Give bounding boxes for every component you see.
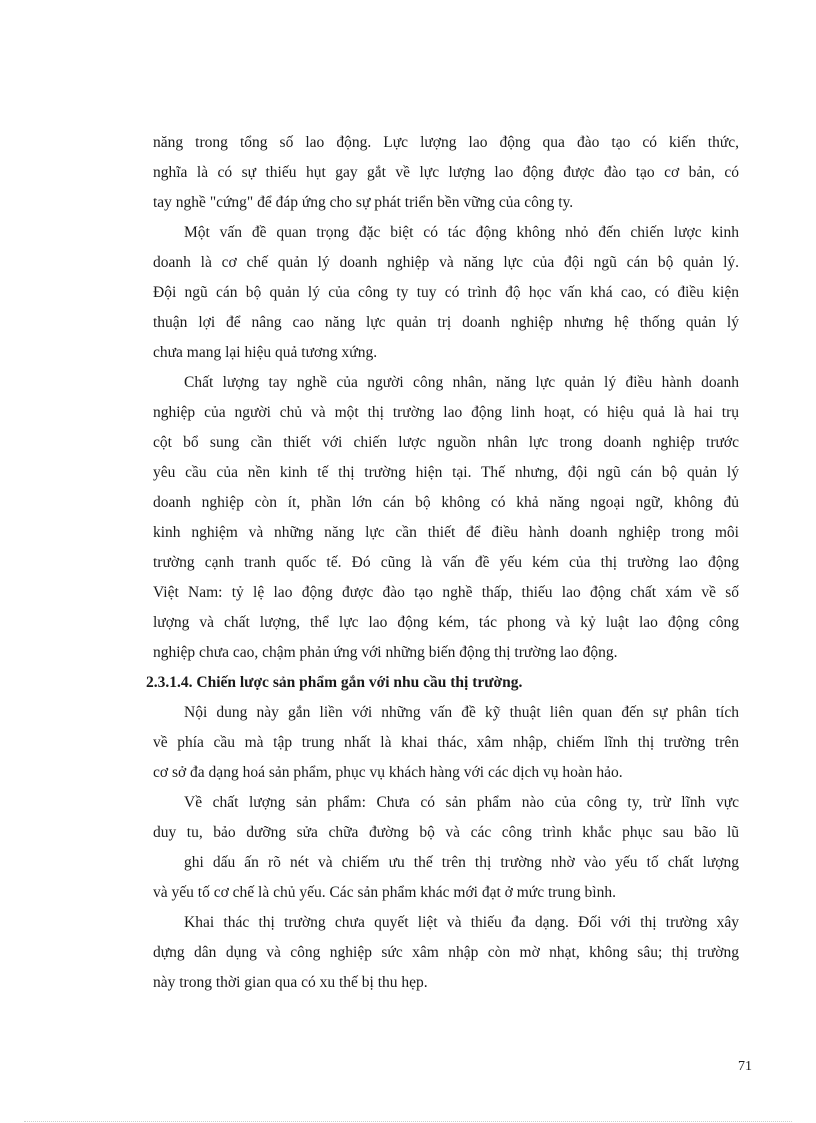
text-line: Việt Nam: tỷ lệ lao động được đào tạo nghề thấp, thiếu lao động chất xám về số (153, 584, 739, 601)
text-line: tay nghề "cứng" để đáp ứng cho sự phát triển bền vững của công ty. (153, 194, 574, 211)
text-line: Khai thác thị trường chưa quyết liệt và thiếu đa dạng. Đối với thị trường xây (184, 914, 739, 931)
text-line: nghĩa là có sự thiếu hụt gay gắt về lực lượng lao động được đào tạo cơ bản, có (153, 164, 739, 181)
text-line: kinh nghiệm và những năng lực cần thiết để điều hành doanh nghiệp trong môi (153, 524, 739, 541)
text-line: thuận lợi để nâng cao năng lực quản trị doanh nghiệp nhưng hệ thống quản lý (153, 314, 739, 331)
text-line: về phía cầu mà tập trung nhất là khai thác, xâm nhập, chiếm lĩnh thị trường trên (153, 734, 739, 751)
text-line: này trong thời gian qua có xu thế bị thu hẹp. (153, 974, 428, 991)
text-line: Về chất lượng sản phẩm: Chưa có sản phẩm nào của công ty, trừ lĩnh vực (184, 794, 739, 811)
text-line: chưa mang lại hiệu quả tương xứng. (153, 344, 378, 361)
text-line: Một vấn đề quan trọng đặc biệt có tác động không nhỏ đến chiến lược kinh (184, 224, 739, 241)
text-line: cơ sở đa dạng hoá sản phẩm, phục vụ khách hàng với các dịch vụ hoàn hảo. (153, 764, 623, 781)
text-line: cột bổ sung cần thiết với chiến lược nguồn nhân lực trong doanh nghiệp trước (153, 434, 739, 451)
text-line: doanh là cơ chế quản lý doanh nghiệp và năng lực của đội ngũ cán bộ quản lý. (153, 254, 739, 271)
text-line: duy tu, bảo dưỡng sửa chữa đường bộ và các công trình khắc phục sau bão lũ (153, 824, 739, 841)
text-line: nghiệp của người chủ và một thị trường lao động linh hoạt, có hiệu quả là hai trụ (153, 404, 739, 421)
body-text (146, 128, 739, 998)
text-line: năng trong tổng số lao động. Lực lượng lao động qua đào tạo có kiến thức, (153, 134, 739, 151)
text-line: Đội ngũ cán bộ quản lý của công ty tuy có trình độ học vấn khá cao, có điều kiện (153, 284, 739, 301)
text-line: dựng dân dụng và công nghiệp sức xâm nhập còn mờ nhạt, không sâu; thị trường (153, 944, 739, 961)
text-line: Nội dung này gắn liền với những vấn đề kỹ thuật liên quan đến sự phân tích (184, 704, 739, 721)
section-heading: 2.3.1.4. Chiến lược sản phẩm gắn với nhu cầu thị trường. (146, 674, 523, 691)
text-line: ghi dấu ấn rõ nét và chiếm ưu thế trên thị trường nhờ vào yếu tố chất lượng (184, 854, 739, 871)
text-line: doanh nghiệp còn ít, phần lớn cán bộ không có khả năng ngoại ngữ, không đủ (153, 494, 739, 511)
text-line: lượng và chất lượng, thể lực lao động kém, tác phong và kỷ luật lao động công (153, 614, 739, 631)
page-divider (24, 1121, 792, 1122)
text-line: yêu cầu của nền kinh tế thị trường hiện tại. Thế nhưng, đội ngũ cán bộ quản lý (153, 464, 739, 481)
text-line: và yếu tố cơ chế là chủ yếu. Các sản phẩm khác mới đạt ở mức trung bình. (153, 884, 616, 901)
text-line: trường cạnh tranh quốc tế. Đó cũng là vấn đề yếu kém của thị trường lao động (153, 554, 739, 571)
text-line: Chất lượng tay nghề của người công nhân, năng lực quản lý điều hành doanh (184, 374, 739, 391)
page-number: 71 (738, 1059, 752, 1074)
text-line: nghiệp chưa cao, chậm phản ứng với những biến động thị trường lao động. (153, 644, 618, 661)
